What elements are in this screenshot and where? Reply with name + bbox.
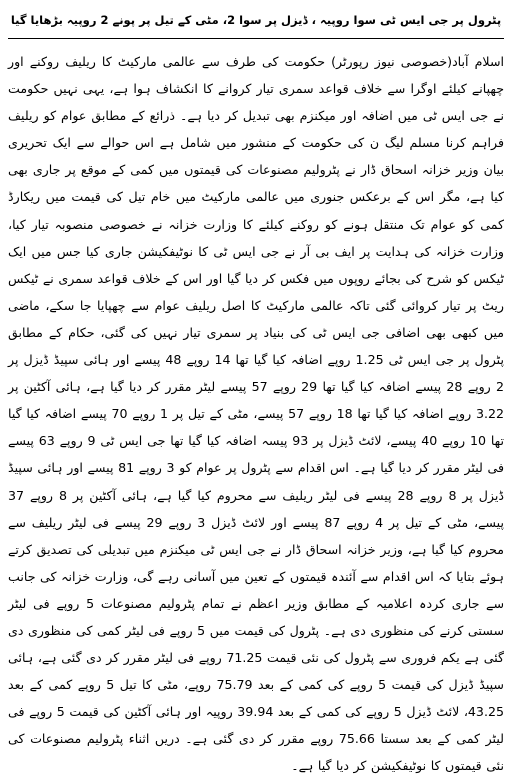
headline-divider bbox=[8, 38, 504, 39]
article-body bbox=[8, 48, 504, 780]
article-paragraph: اسلام آباد(خصوصی نیوز رپورٹر) حکومت کی طرف سے عالمی مارکیٹ کا ریلیف روکنے اور چھپانے کیلئے اوگرا سے خلاف قواعد سمری تیار کروانے کا انکشاف ہوا ہے، یہی نہیں حکومت نے جی ایس ٹی میں اضافہ اور میکنزم بھی تبدیل کر دیا ہے۔ ذرائع کے مطابق عوام کو ریلیف فراہم کرنا مسلم لیگ ن کی حکومت کے منشور میں شامل ہے اس حوالے سے ایک تحریری بیان وزیر خزانہ اسحاق ڈار نے پٹرولیم مصنوعات کی قیمتوں میں کمی کے موقع پر جاری بھی کیا ہے، مگر اس کے برعکس جنوری میں عالمی مارکیٹ میں خام تیل کی قیمت میں ریکارڈ کمی کو عوام تک منتقل ہونے کو روکنے کیلئے کا وزارت خزانہ نے خصوصی منصوبہ تیار کیا، وزارت خزانہ کی ہدایت پر ایف بی آر نے جی ایس ٹی کا نوٹیفکیشن جاری کیا جس میں ایک ٹیکس کو شرح کی بجائے روپوں میں فکس کر دیا گیا اور اس کے خلاف قواعد سمری نے ٹیکس ریٹ پر تیار کروائی گئی تاکہ عالمی مارکیٹ کا اصل ریلیف عوام سے چھپایا جا سکے، ماضی میں کبھی بھی اضافی جی ایس ٹی کی بنیاد پر سمری تیار نہیں کی گئی، حکام کے مطابق پٹرول پر جی ایس ٹی 1.25 روپے اضافہ کیا گیا تھا 14 روپے 48 پیسے اور ہائی سپیڈ ڈیزل پر 2 روپے 28 پیسے اضافہ کیا گیا تھا 29 روپے 57 پیسے لیٹر مقرر کر دیا گیا ہے، ہائی آکٹین پر 3.22 روپے اضافہ کیا گیا تھا 18 روپے 57 پیسے، مٹی کے تیل پر 1 روپے 70 پیسے اضافہ کیا گیا تھا 10 روپے 40 پیسے، لائٹ ڈیزل پر 93 پیسہ اضافہ کیا گیا تھا جی ایس ٹی 9 روپے 63 پیسے فی لیٹر مقرر کر دیا گیا ہے۔ اس اقدام سے پٹرول پر عوام کو 3 روپے 81 پیسے اور ہائی سپیڈ ڈیزل پر 8 روپے 28 پیسے فی لیٹر ریلیف سے محروم کیا گیا ہے، ہائی آکٹین پر 8 روپے 37 پیسے، مٹی کے تیل پر 4 روپے 87 پیسے اور لائٹ ڈیزل 3 روپے 29 پیسے فی لیٹر ریلیف سے محروم کیا گیا ہے، وزیر خزانہ اسحاق ڈار نے جی ایس ٹی میکنزم میں تبدیلی کی تصدیق کرتے ہوئے بتایا کہ اس اقدام سے آئندہ قیمتوں کے تعین میں آسانی رہے گی، وزارت خزانہ کی جانب سے جاری کردہ اعلامیہ کے مطابق وزیر اعظم نے تمام پٹرولیم مصنوعات 5 روپے فی لیٹر سستی کرنے کی منظوری دی ہے۔ پٹرول کی قیمت میں 5 روپے فی لیٹر کمی کی منظوری دی گئی ہے یکم فروری سے پٹرول کی نئی قیمت 71.25 روپے فی لیٹر مقرر کر دی گئی ہے، ہائی سپیڈ ڈیزل کی قیمت 5 روپے کی کمی کے بعد 75.79 روپے، مٹی کا تیل 5 روپے کمی کے بعد 43.25، لائٹ ڈیزل 5 روپے کی کمی کے بعد 39.94 روپیہ اور ہائی آکٹین کی قیمت 5 روپے فی لیٹر کمی کے بعد سستا 75.66 روپے مقرر کر دی گئی ہے۔ دریں اثناء پٹرولیم مصنوعات کی نئی قیمتوں کا نوٹیفکیشن کر دیا گیا ہے۔ bbox=[8, 54, 505, 774]
article-headline: پٹرول پر جی ایس ٹی سوا روپیہ ، ڈیزل پر سوا 2، مٹی کے تیل پر پونے 2 روپیہ بڑھایا گیا bbox=[10, 13, 502, 27]
